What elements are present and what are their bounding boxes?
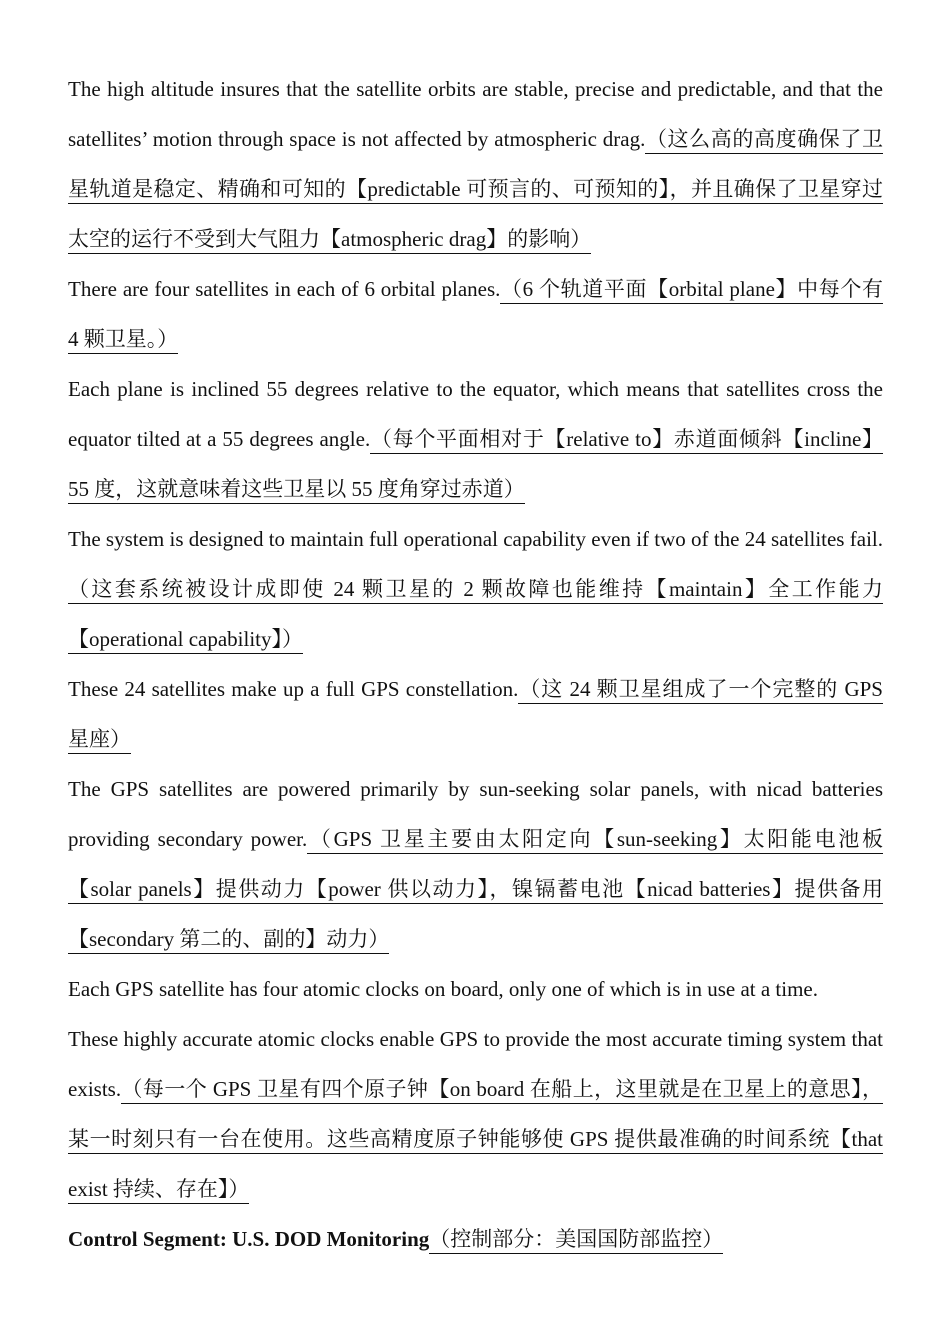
english-text: These highly accurate atomic clocks enable GPS to provide the most accurate timing system that exists. [68,1027,883,1101]
english-text: The high altitude insures that the satellite orbits are stable, precise and predictable, and that the satellites’ motion through space is not affected by atmospheric drag. [68,77,883,151]
paragraph-capability [68,514,883,664]
document-page [68,64,883,1264]
section-heading-control-segment [68,1214,883,1264]
paragraph-atomic-clocks [68,964,883,1014]
english-text: There are four satellites in each of 6 orbital planes. [68,277,501,301]
english-text: Each plane is inclined 55 degrees relative to the equator, which means that satellites cross the equator tilted at a 55 degrees angle. [68,377,883,451]
chinese-translation: （每个平面相对于【relative to】赤道面倾斜【incline】55 度，这就意味着这些卫星以 55 度角穿过赤道） [68,427,883,504]
paragraph-constellation [68,664,883,764]
chinese-translation: （这么高的高度确保了卫星轨道是稳定、精确和可知的【predictable 可预言的、可预知的】，并且确保了卫星穿过太空的运行不受到大气阻力【atmospheric drag】的影响） [68,127,883,254]
english-text: The GPS satellites are powered primarily by sun-seeking solar panels, with nicad batteries providing secondary power. [68,777,883,851]
paragraph-timing [68,1014,883,1214]
section-heading: Control Segment: U.S. DOD Monitoring [68,1227,430,1251]
paragraph-orbital-planes [68,264,883,364]
chinese-translation: （GPS 卫星主要由太阳定向【sun-seeking】太阳能电池板【solar panels】提供动力【power 供以动力】，镍镉蓄电池【nicad batteries】提供备用【secondary 第二的、副的】动力） [68,827,883,954]
paragraph-power [68,764,883,964]
english-text: Each GPS satellite has four atomic clocks on board, only one of which is in use at a time. [68,977,818,1001]
chinese-translation: （这 24 颗卫星组成了一个完整的 GPS 星座） [68,677,883,754]
chinese-translation: （这套系统被设计成即使 24 颗卫星的 2 颗故障也能维持【maintain】全工作能力【operational capability】） [68,577,883,654]
chinese-translation: （每一个 GPS 卫星有四个原子钟【on board 在船上，这里就是在卫星上的意思】，某一时刻只有一台在使用。这些高精度原子钟能够使 GPS 提供最准确的时间系统【that exist 持续、存在】） [68,1077,883,1204]
english-text: The system is designed to maintain full operational capability even if two of the 24 satellites fail. [68,527,883,551]
english-text: These 24 satellites make up a full GPS constellation. [68,677,519,701]
chinese-translation: （控制部分：美国国防部监控） [429,1227,723,1254]
paragraph-altitude [68,64,883,264]
paragraph-inclination [68,364,883,514]
chinese-translation: （6 个轨道平面【orbital plane】中每个有 4 颗卫星。） [68,277,883,354]
